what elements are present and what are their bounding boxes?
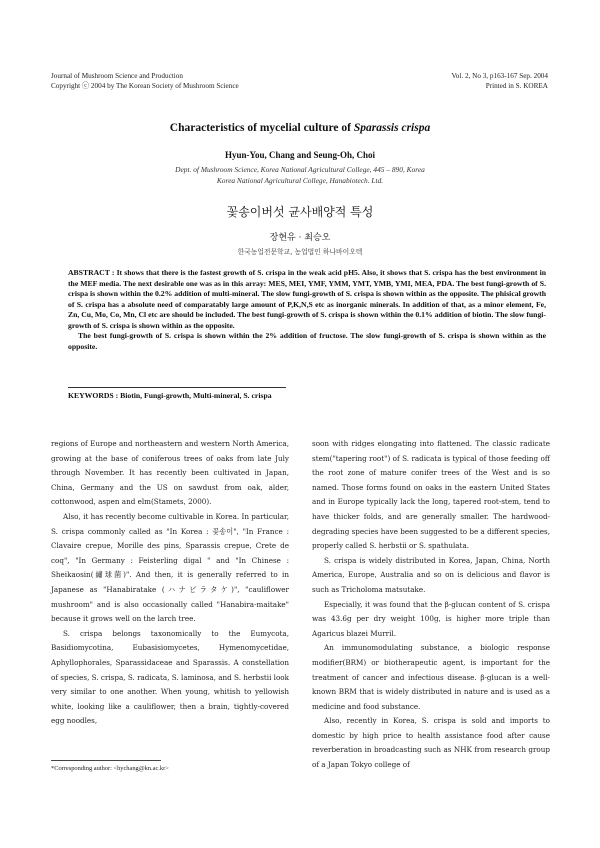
keywords-rule xyxy=(68,387,286,388)
korean-affiliation: 한국농업전문학교, 농업법인 하나바이오텍 xyxy=(237,248,363,256)
paper-title-prefix: Characteristics of mycelial culture of xyxy=(169,122,354,134)
body-column-left xyxy=(51,437,289,729)
paper-title-species: Sparassis crispa xyxy=(353,122,431,134)
body-right-paragraph-3: Especially, it was found that the β-glucan content of S. crispa was 43.6g per dry weight 100g, is higher more triple than Agaricus blazei Murril. xyxy=(312,599,550,638)
paper-affiliations xyxy=(0,164,600,186)
abstract xyxy=(68,268,546,352)
footnote-rule xyxy=(51,760,161,761)
volume-line: Vol. 2, No 3, p163-167 Sep. 2004 xyxy=(451,72,548,80)
paper-authors: Hyun-You, Chang and Seung-Oh, Choi xyxy=(224,150,376,160)
body-left-paragraph-3: S. crispa belongs taxonomically to the Eumycota, Basidiomycotina, Eubasisiomycetes, Hymenomycetidae, Aphyllophorales, Sparassidaceae and Sparassis. A constellation of species, S. crispa, S. radicata, S. laminosa, and S. herbstii look very similar to one another. When young, whitish to yellowish white, looking like a cauliflower, then a brain, tightly-covered egg noodles, xyxy=(51,628,289,726)
body-left-paragraph-1: regions of Europe and northeastern and western North America, growing at the base of coniferous trees of oaks from late July through November. It has recently been cultivated in Japan, China, Germany and the US on sawdust from oak, alder, cottonwood, aspen and elm(Stamets, 2000). xyxy=(51,439,289,507)
body-left-paragraph-2: Also, it has recently become cultivable in Korea. In particular, S. crispa commonly called as "In Korea : 꽃송이", "In France : Clavaire crepue, Morille des pins, Sparassis crepue, Crete de coq", "In Germany : Feisterling digal " and "In Chinese : Sheikaosin(繡球菌)". And then, it is generally referred to in Japanese as "Hanabiratake (ハナビラタケ)", "cauliflower mushroom" and is also occasionally called "Hanabira-maitake" because it grows well on the larch tree. xyxy=(51,511,289,624)
korean-authors: 장현유 · 최승오 xyxy=(269,233,331,243)
copyright-line: Copyright ⓒ 2004 by The Korean Society of Mushroom Science xyxy=(51,82,239,90)
journal-header-left xyxy=(51,71,239,91)
abstract-paragraph-2: The best fungi-growth of S. crispa is shown within the 2% addition of fructose. The slow fungi-growth of S. crispa is shown within as the opposite. xyxy=(68,331,546,351)
keywords: KEYWORDS : Biotin, Fungi-growth, Multi-mineral, S. crispa xyxy=(68,391,272,400)
affiliation-2: Korea National Agricultural College, Hanabiotech. Ltd. xyxy=(216,176,384,185)
journal-name: Journal of Mushroom Science and Production xyxy=(51,72,183,80)
body-right-paragraph-1: soon with ridges elongating into flattened. The classic radicate stem("tapering root") of S. radicata is typical of those feeding off the root zone of mature conifer trees of the West and is so named. Those forms found on oaks in the eastern United States and in Europe typically lack the long, tapered root-stem, tend to have thicker folds, and are generally smaller. The hardwood-degrading species have been suggested to be a different species, properly called S. herbstii or S. spathulata. xyxy=(312,439,550,551)
affiliation-1: Dept. of Mushroom Science, Korea National Agricultural College, 445 – 890, Korea xyxy=(175,165,425,174)
footnote: *Corresponding author: <hychang@kn.ac.kr> xyxy=(51,765,169,772)
abstract-paragraph-1: ABSTRACT : It shows that there is the fastest growth of S. crispa in the weak acid pH5. Also, it shows that S. crispa has the best environment in the MEF media. The next desirable one was as in this array: MES, MEI, YMF, YMM, YMT, YMB, YMI, MEA, PDA. The best fungi-growth of S. crispa is shown within the 0.2% addition of multi-mineral. The slow fungi-growth of S. crispa is shown within as the opposite. The phisical growth of S. crispa has a absolute need of comparatably large amount of P,K,N,S etc as inorganic minerals. In addition of that, as a minor element, Fe, Zn, Cu, Mo, Co, Mn, Cl etc are should be included. The best fungi-growth of S. crispa is shown within the 0.1% addition of biotin. The slow fungi-growth of S. crispa is shown within as the opposite. xyxy=(68,268,546,330)
paper-title xyxy=(0,122,600,134)
korean-title: 꽃송이버섯 균사배양적 특성 xyxy=(226,205,374,219)
journal-header-right xyxy=(452,71,549,91)
body-right-paragraph-5: Also, recently in Korea, S. crispa is sold and imports to domestic by high price to health assistance food after cause reverberation in broadcasting such as NHK from research group of a Japan Tokyo college of xyxy=(312,716,550,770)
body-right-paragraph-2: S. crispa is widely distributed in Korea, Japan, China, North America, Europe, Australia and so on is delicious and flavor is such as Tricholoma matsutake. xyxy=(312,555,550,594)
printed-line: Printed in S. KOREA xyxy=(485,82,548,90)
body-right-paragraph-4: An immunomodulating substance, a biologic response modifier(BRM) or biotherapeutic agent, is important for the treatment of cancer and infectious disease. β-glucan is a well-known BRM that is widely distributed in nature and is used as a medicine and food substance. xyxy=(312,643,550,711)
body-column-right xyxy=(312,437,550,773)
